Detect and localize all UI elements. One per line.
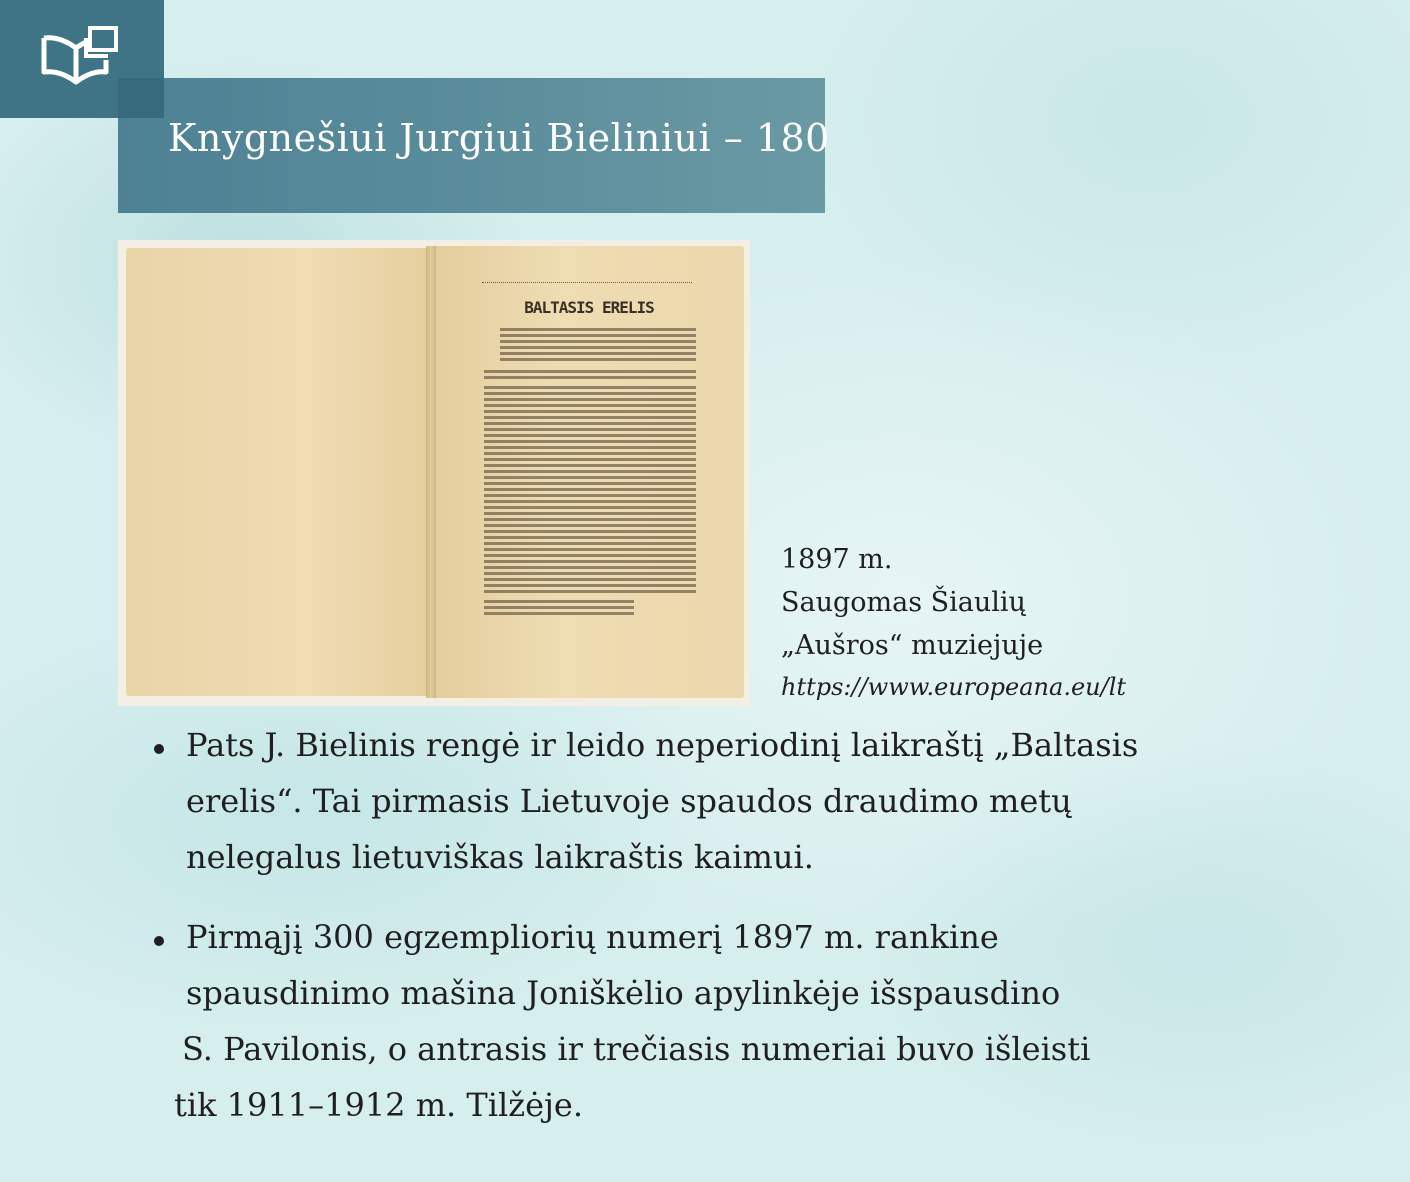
bullet-2-line-3: S. Pavilonis, o antrasis ir trečiasis numeriai buvo išleisti	[182, 1030, 1091, 1068]
book-spine	[426, 246, 436, 698]
newspaper-title: BALTASIS ERELIS	[524, 298, 654, 317]
newspaper-photo	[118, 240, 750, 706]
bullet-2-line-1: Pirmąjį 300 egzempliorių numerį 1897 m. rankine	[186, 918, 999, 956]
newspaper-text-block	[500, 328, 696, 364]
bullet-1-line-2: erelis“. Tai pirmasis Lietuvoje spaudos draudimo metų	[186, 782, 1072, 820]
banner-overlap	[118, 78, 164, 118]
page-header-line	[482, 282, 692, 286]
right-page	[434, 246, 744, 698]
newspaper-text-block	[484, 600, 634, 618]
caption-kept-line2: „Aušros“ muziejuje	[781, 630, 1044, 661]
newspaper-text-block	[484, 386, 696, 596]
page-title: Knygnešiui Jurgiui Bieliniui – 180	[168, 116, 830, 160]
caption-year: 1897 m.	[781, 544, 893, 575]
left-page	[126, 248, 428, 696]
caption-url: https://www.europeana.eu/lt	[781, 673, 1127, 701]
bullet-1-line-3: nelegalus lietuviškas laikraštis kaimui.	[186, 838, 814, 876]
bullet-dot	[154, 936, 164, 946]
book-icon	[40, 26, 120, 92]
caption-kept-line1: Saugomas Šiaulių	[781, 587, 1026, 618]
bullet-2-line-4: tik 1911–1912 m. Tilžėje.	[174, 1086, 584, 1124]
newspaper-text-block	[484, 370, 696, 382]
bullet-2-line-2: spausdinimo mašina Joniškėlio apylinkėje išspausdino	[186, 974, 1061, 1012]
bullet-dot	[154, 744, 164, 754]
bullet-1-line-1: Pats J. Bielinis rengė ir leido neperiodinį laikraštį „Baltasis	[186, 726, 1139, 764]
title-banner	[118, 78, 830, 213]
photo-caption	[781, 538, 1126, 707]
